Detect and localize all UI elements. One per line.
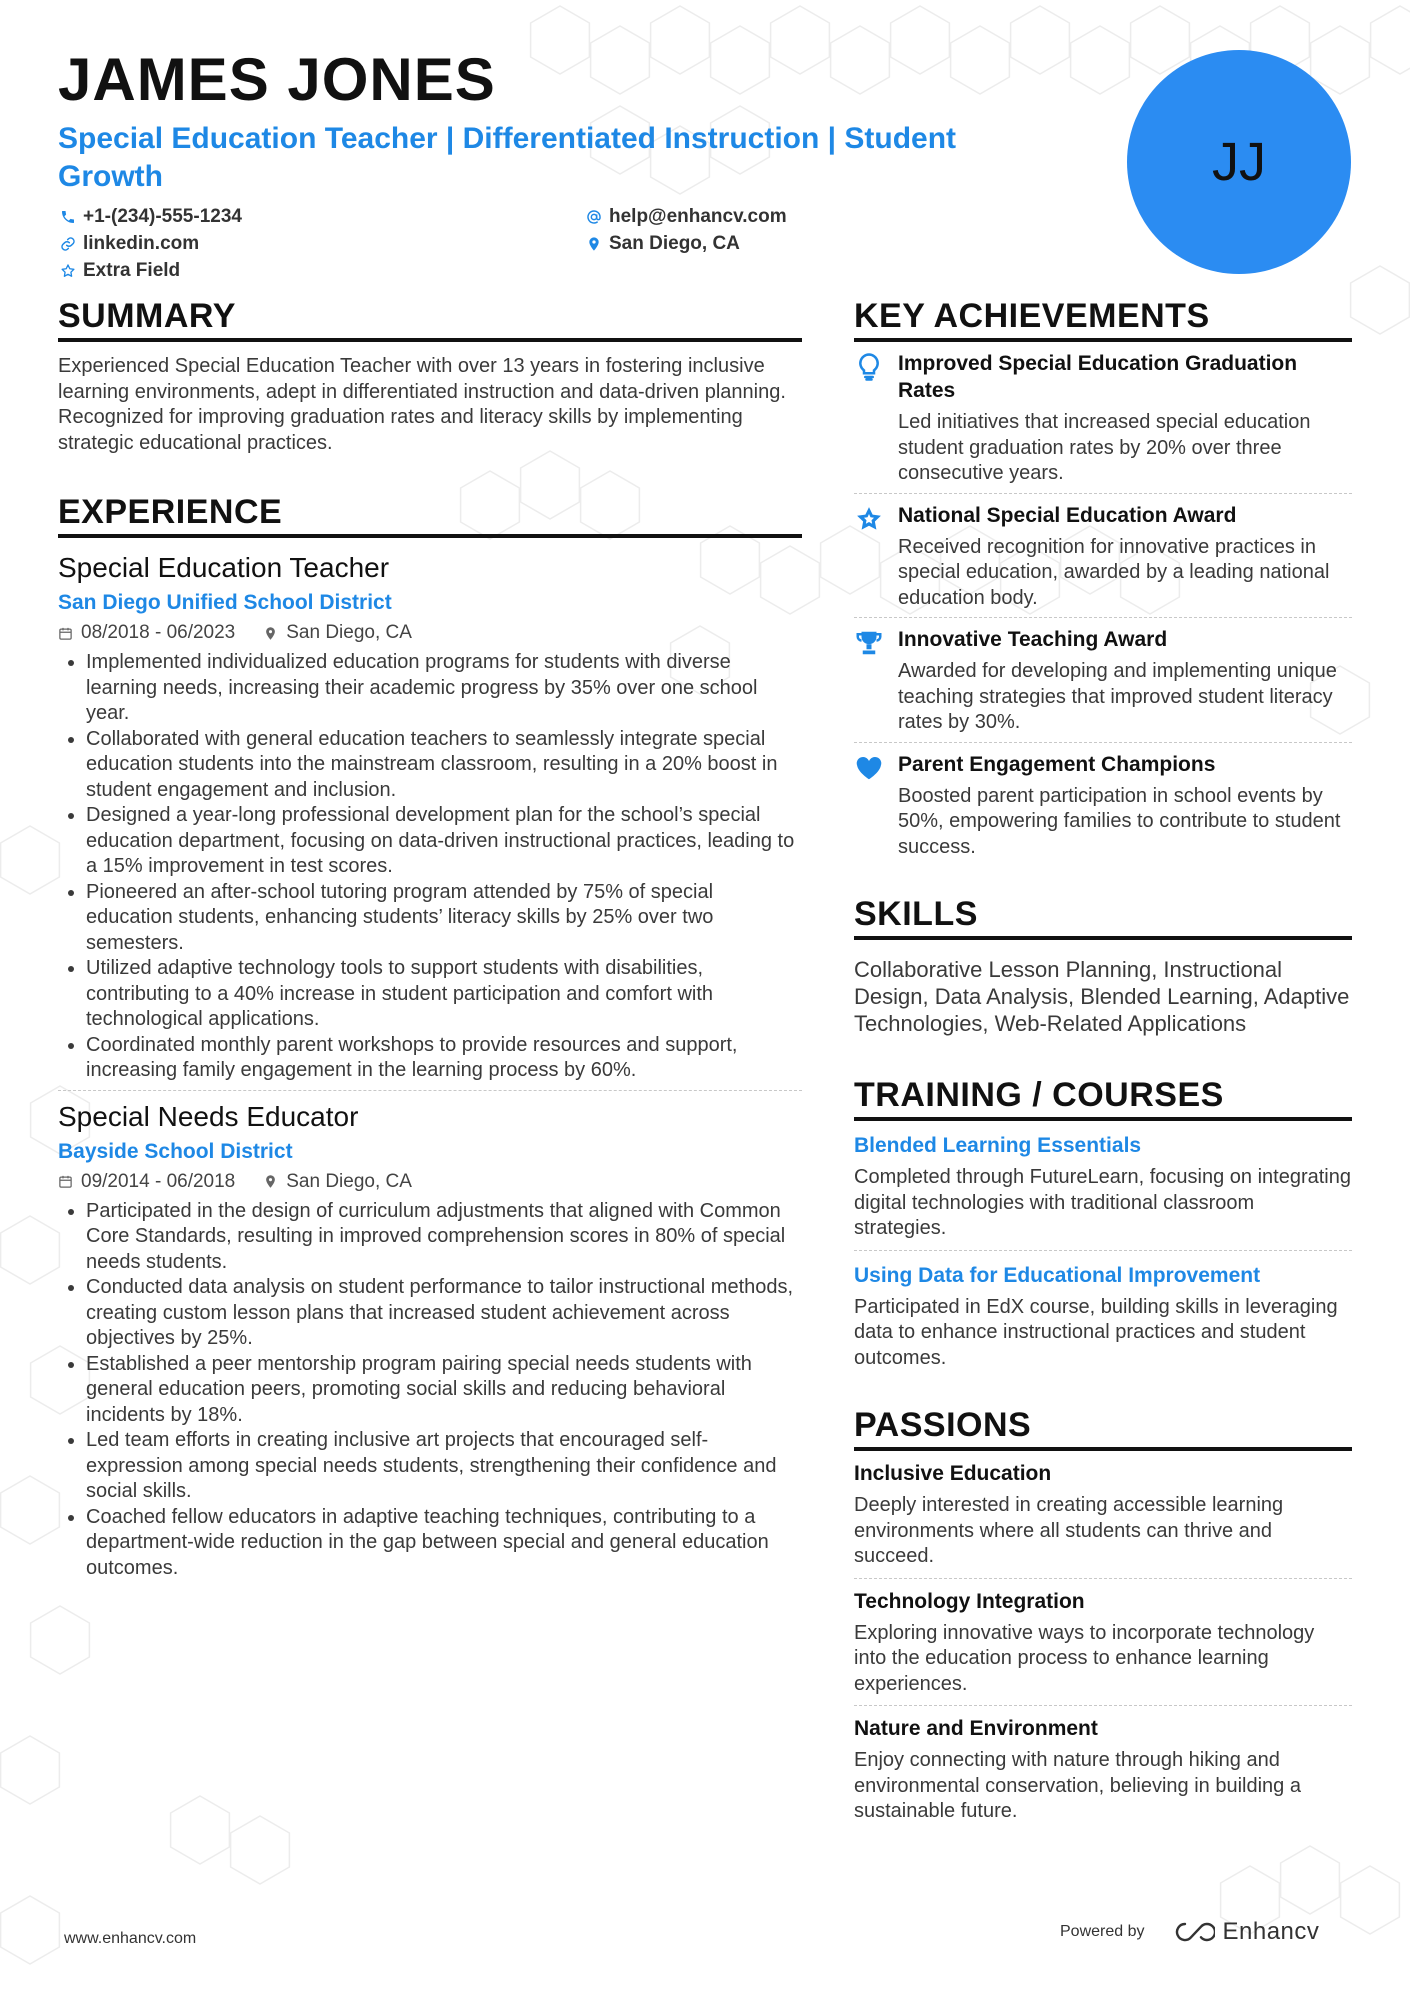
summary-heading: SUMMARY: [58, 296, 802, 342]
achievement-item: [854, 342, 1352, 494]
job-dates: 08/2018 - 06/2023: [81, 622, 236, 643]
training-heading: TRAINING / COURSES: [854, 1075, 1352, 1121]
phone-icon: [60, 209, 76, 225]
contact-linkedin[interactable]: [60, 231, 199, 257]
passion-title: Inclusive Education: [854, 1462, 1052, 1485]
job-bullet: • Pioneered an after-school tutoring program attended by 75% of special education students, enhancing students’ literacy skills by 25% over two semesters.: [86, 880, 802, 957]
lightbulb-icon: [854, 352, 884, 382]
job-bullets: [58, 1199, 802, 1582]
passions-heading: PASSIONS: [854, 1405, 1352, 1451]
linkedin-text: linkedin.com: [83, 233, 200, 254]
summary-text: Experienced Special Education Teacher with over 13 years in fostering inclusive learning environments, adept in differentiated instruction and data-driven planning. Recognized for improving graduation rates and literacy skills by implementing strategic educational practices.: [58, 355, 786, 454]
location-text: San Diego, CA: [609, 233, 740, 254]
achievements-list: [854, 342, 1352, 866]
job-dates: 09/2014 - 06/2018: [81, 1170, 236, 1192]
job-bullet: • Coordinated monthly parent workshops to provide resources and support, increasing family engagement in the learning process by 60%.: [86, 1033, 802, 1084]
phone-text: +1-(234)-555-1234: [83, 206, 242, 227]
achievement-desc: Received recognition for innovative practices in special education, awarded by a leading national education body.: [898, 535, 1330, 609]
resume-header: [58, 44, 1058, 286]
location-pin-icon: [263, 1174, 278, 1189]
location-pin-icon: [263, 626, 278, 641]
achievement-item: [854, 743, 1352, 867]
course-item: [854, 1131, 1352, 1251]
job-location: [263, 618, 412, 648]
contact-phone[interactable]: [60, 204, 242, 230]
job-meta: [58, 618, 802, 648]
candidate-name: JAMES JONES: [58, 46, 496, 113]
passion-desc: Deeply interested in creating accessible learning environments where all students can thrive and succeed.: [854, 1494, 1284, 1567]
link-icon: [60, 236, 76, 252]
passion-title: Nature and Environment: [854, 1717, 1098, 1740]
achievement-title: Parent Engagement Champions: [898, 752, 1216, 776]
footer-website[interactable]: www.enhancv.com: [64, 1930, 197, 1947]
job-bullet: • Participated in the design of curriculum adjustments that aligned with Common Core Standards, resulting in improved comprehension scores in 80% of special needs students.: [86, 1199, 802, 1276]
job-bullet: • Led team efforts in creating inclusive art projects that encouraged self-expression among special needs students, strengthening their confidence and social skills.: [86, 1428, 802, 1505]
calendar-icon: [58, 626, 73, 641]
achievement-desc: Boosted parent participation in school events by 50%, empowering families to contribute to student success.: [898, 784, 1341, 858]
achievement-title: Innovative Teaching Award: [898, 628, 1168, 651]
at-icon: [586, 209, 602, 225]
star-outline-icon: [60, 263, 76, 279]
skills-heading: SKILLS: [854, 894, 1352, 940]
job-location-text: San Diego, CA: [286, 622, 412, 643]
extra-field-text: Extra Field: [83, 260, 181, 281]
divider: [58, 1090, 802, 1091]
job-bullet: • Collaborated with general education teachers to seamlessly integrate special education students into the mainstream classroom, resulting in a 20% boost in student engagement and inclusion.: [86, 727, 802, 804]
passion-item: [854, 1587, 1352, 1707]
left-column: [58, 296, 802, 1581]
job-entry: [58, 550, 802, 1091]
job-bullet: • Coached fellow educators in adaptive teaching techniques, contributing to a department-wide reduction in the gap between special and general education outcomes.: [86, 1505, 802, 1582]
trophy-icon: [854, 628, 884, 658]
achievement-title: Improved Special Education Graduation Rates: [898, 352, 1298, 402]
job-meta: [58, 1167, 802, 1197]
company-name: San Diego Unified School District: [58, 591, 392, 614]
footer-branding[interactable]: [1060, 1918, 1319, 1946]
location-pin-icon: [586, 236, 602, 252]
experience-heading: EXPERIENCE: [58, 492, 802, 538]
job-location-text: San Diego, CA: [286, 1170, 412, 1192]
star-icon: [854, 504, 884, 534]
job-title: Special Needs Educator: [58, 1100, 359, 1132]
passion-desc: Enjoy connecting with nature through hiking and environmental conservation, believing in building a sustainable future.: [854, 1749, 1301, 1822]
achievement-title: National Special Education Award: [898, 503, 1237, 527]
job-bullets: [58, 650, 802, 1084]
passion-item: [854, 1459, 1352, 1579]
achievement-item: [854, 494, 1352, 619]
contact-info: [58, 204, 1058, 286]
contact-email[interactable]: [586, 204, 787, 230]
key-achievements-heading: KEY ACHIEVEMENTS: [854, 296, 1352, 342]
job-bullet: • Conducted data analysis on student performance to tailor instructional methods, creating custom lesson plans that increased student achievement across objectives by 25%.: [86, 1275, 802, 1352]
heart-icon: [854, 753, 884, 783]
training-list: [854, 1131, 1352, 1379]
achievement-desc: Led initiatives that increased special education student graduation rates by 20% over three consecutive years.: [898, 411, 1311, 484]
email-text: help@enhancv.com: [609, 206, 787, 227]
avatar: [1127, 50, 1351, 274]
brand-name: Enhancv: [1222, 1918, 1320, 1945]
powered-by-text: Powered by: [1060, 1923, 1145, 1940]
passion-title: Technology Integration: [854, 1589, 1085, 1613]
skills-text: Collaborative Lesson Planning, Instructional Design, Data Analysis, Blended Learning, Adaptive Technologies, Web-Related Applications: [854, 957, 1350, 1036]
passion-desc: Exploring innovative ways to incorporate technology into the education process to enhance learning experiences.: [854, 1621, 1315, 1695]
job-bullet: • Designed a year-long professional development plan for the school’s special education department, focusing on data-driven instructional practices, leading to a 15% improvement in test scores.: [86, 803, 802, 880]
course-desc: Completed through FutureLearn, focusing on integrating digital technologies with traditional classroom strategies.: [854, 1166, 1351, 1239]
avatar-initials: JJ: [1212, 132, 1266, 192]
right-column: [854, 296, 1352, 1833]
job-bullet: • Established a peer mentorship program pairing special needs students with general education peers, promoting social skills and reducing behavioral incidents by 18%.: [86, 1352, 802, 1429]
calendar-icon: [58, 1174, 73, 1189]
course-title: Using Data for Educational Improvement: [854, 1263, 1261, 1287]
enhancv-logo-icon: [1171, 1920, 1215, 1944]
job-location: [263, 1167, 412, 1197]
job-bullet: • Utilized adaptive technology tools to support students with disabilities, contributing to a 40% increase in student participation and comfort with technological applications.: [86, 956, 802, 1033]
course-item: [854, 1261, 1352, 1380]
passions-list: [854, 1459, 1352, 1833]
contact-location: [586, 231, 740, 257]
candidate-title: Special Education Teacher | Differentiated Instruction | Student Growth: [58, 122, 957, 193]
course-desc: Participated in EdX course, building skills in leveraging data to enhance instructional practices and student outcomes.: [854, 1295, 1338, 1369]
job-entry: [58, 1099, 802, 1582]
job-title: Special Education Teacher: [58, 552, 390, 583]
passion-item: [854, 1714, 1352, 1833]
contact-extra: [60, 258, 180, 284]
achievement-item: [854, 618, 1352, 743]
course-title: Blended Learning Essentials: [854, 1134, 1142, 1157]
company-name: Bayside School District: [58, 1139, 293, 1163]
achievement-desc: Awarded for developing and implementing unique teaching strategies that improved student literacy rates by 30%.: [898, 660, 1337, 733]
job-bullet: • Implemented individualized education programs for students with diverse learning needs, increasing their academic progress by 35% over one school year.: [86, 650, 802, 727]
